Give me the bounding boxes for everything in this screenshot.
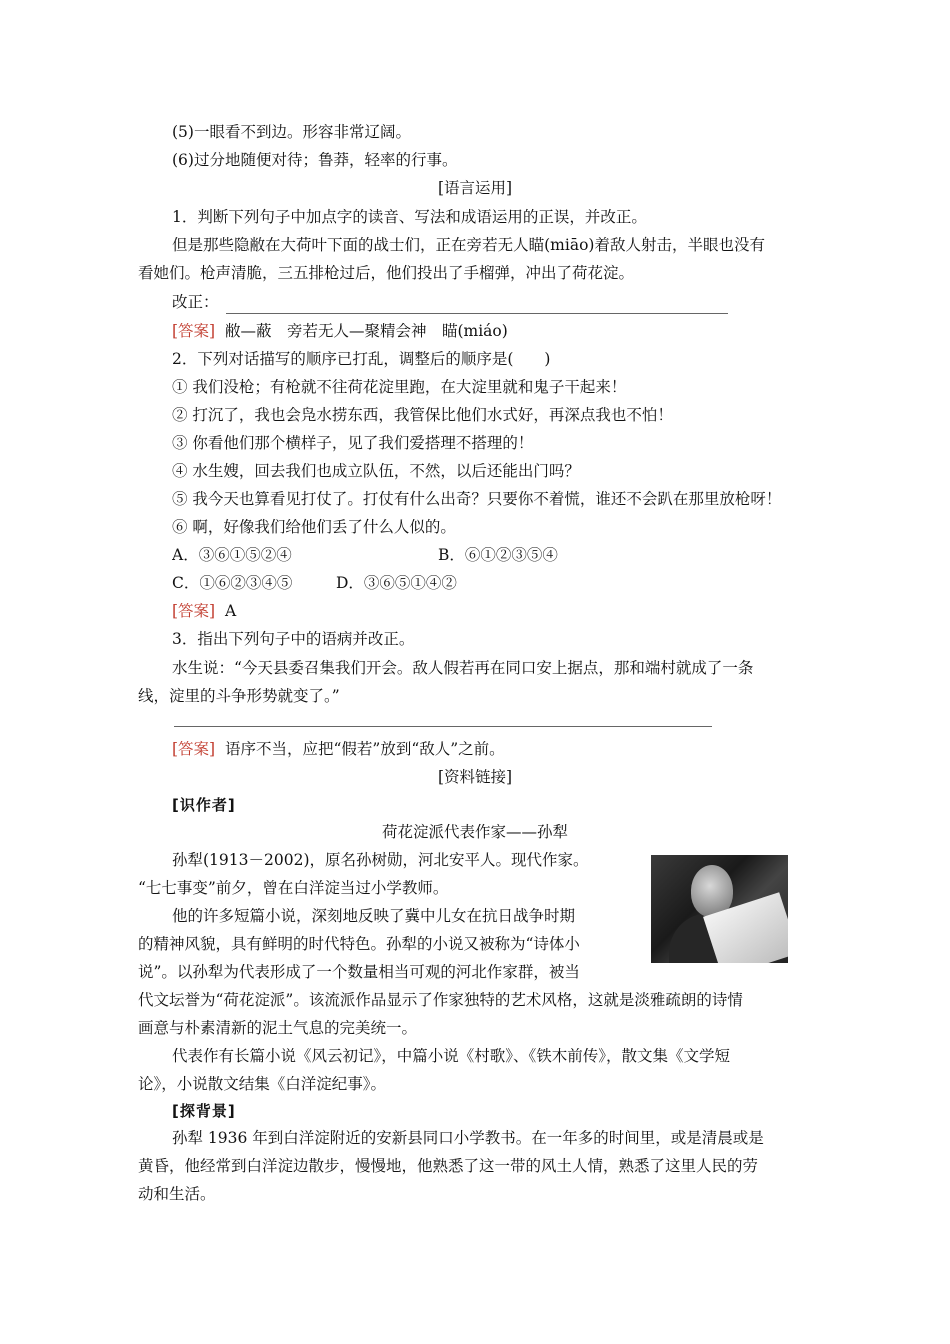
question-2-option-2: ② 打沉了，我也会凫水捞东西，我管保比他们水式好，再深点我也不怕！ [172, 406, 673, 424]
question-1-answer [172, 317, 813, 345]
author-photo [651, 855, 788, 963]
author-para-2-cont: 说”。以孙犁为代表形成了一个数量相当可观的河北作家群，被当 [138, 963, 580, 981]
background-para: 孙犁 1936 年到白洋淀附近的安新县同口小学教书。在一年多的时间里，或是清晨或是 [172, 1129, 764, 1147]
dotted-char: 敝 [250, 231, 266, 259]
section-heading-language: [语言运用] [437, 179, 513, 197]
author-para-1-cont: “七七事变”前夕，曾在白洋淀当过小学教师。 [138, 879, 449, 897]
question-3-answer [172, 735, 813, 763]
author-para-3: 代表作有长篇小说《风云初记》，中篇小说《村歌》、《铁木前传》，散文集《文学短 [172, 1047, 731, 1065]
author-para-2-cont: 画意与朴素清新的泥土气息的完美统一。 [138, 1019, 418, 1037]
question-2-option-3: ③ 你看他们那个横样子，见了我们爱搭理不搭理的！ [172, 434, 534, 452]
sentence-part: 在大荷叶下面的战士们，正在 [265, 236, 467, 254]
answer-text: 敝—蔽 旁若无人—聚精会神 瞄(miáo) [224, 322, 508, 340]
author-para-3-cont: 论》，小说散文结集《白洋淀纪事》。 [138, 1075, 387, 1093]
question-1: 1．判断下列句子中加点字的读音、写法和成语运用的正误，并改正。 [172, 208, 647, 226]
choice-a: A．③⑥①⑤②④ [172, 546, 292, 564]
author-para-2-cont: 代文坛誉为“荷花淀派”。该流派作品显示了作家独特的艺术风格，这就是淡雅疏朗的诗情 [138, 991, 743, 1009]
author-para-2-cont: 的精神风貌，具有鲜明的时代特色。孙犁的小说又被称为“诗体小 [138, 935, 580, 953]
choice-c: C．①⑥②③④⑤ [172, 574, 293, 592]
dotted-char: 无 [498, 231, 514, 259]
question-2-answer [172, 597, 813, 625]
answer-blank-line [226, 313, 728, 314]
answer-tag: [答案] [172, 602, 216, 620]
question-1-sentence [172, 231, 813, 259]
question-2-choice-ab [172, 541, 813, 569]
question-2-option-4: ④ 水生嫂，回去我们也成立队伍，不然，以后还能出门吗？ [172, 462, 580, 480]
sentence-part: 但是那些隐 [172, 236, 250, 254]
answer-text: 语序不当，应把“假若”放到“敌人”之前。 [224, 740, 505, 758]
background-para-cont: 动和生活。 [138, 1185, 216, 1203]
answer-text: A [224, 602, 237, 620]
question-3-sentence: 水生说：“今天县委召集我们开会。敌人假若再在同口安上据点，那和端村就成了一条 [172, 659, 754, 677]
question-1-fix-label: 改正： [172, 293, 219, 311]
question-3-sentence-cont: 线，淀里的斗争形势就变了。” [138, 687, 340, 705]
answer-blank-line [174, 726, 712, 727]
question-1-sentence-cont: 看她们。枪声清脆，三五排枪过后，他们投出了手榴弹，冲出了荷花淀。 [138, 264, 635, 282]
author-title: 荷花淀派代表作家——孙犁 [381, 823, 568, 841]
sentence-part: (miāo)着敌人射击，半眼也没有 [544, 236, 765, 254]
definition-6: (6)过分地随便对待；鲁莽，轻率的行事。 [172, 151, 458, 169]
question-2-option-1: ① 我们没枪；有枪就不往荷花淀里跑，在大淀里就和鬼子干起来！ [172, 378, 627, 396]
background-para-cont: 黄昏，他经常到白洋淀边散步，慢慢地，他熟悉了这一带的风土人情，熟悉了这里人民的劳 [138, 1157, 759, 1175]
author-para-1: 孙犁(1913－2002)，原名孙树勋，河北安平人。现代作家。 [172, 851, 589, 869]
dotted-char: 瞄 [529, 231, 545, 259]
dotted-char: 若 [482, 231, 498, 259]
choice-d: D．③⑥⑤①④② [336, 574, 457, 592]
dotted-char: 人 [513, 231, 529, 259]
choice-b: B．⑥①②③⑤④ [438, 546, 558, 564]
section-heading-reference: [资料链接] [437, 768, 513, 786]
question-2: 2．下列对话描写的顺序已打乱，调整后的顺序是( ) [172, 350, 551, 368]
answer-tag: [答案] [172, 740, 216, 758]
tag-background: [探背景] [172, 1102, 236, 1120]
answer-tag: [答案] [172, 322, 216, 340]
author-para-2: 他的许多短篇小说，深刻地反映了冀中儿女在抗日战争时期 [172, 907, 576, 925]
question-2-option-6: ⑥ 啊，好像我们给他们丢了什么人似的。 [172, 518, 456, 536]
question-2-choice-cd [172, 569, 813, 597]
question-3: 3．指出下列句子中的语病并改正。 [172, 630, 415, 648]
tag-author: [识作者] [172, 796, 236, 814]
definition-5: (5)一眼看不到边。形容非常辽阔。 [172, 123, 411, 141]
question-2-option-5: ⑤ 我今天也算看见打仗了。打仗有什么出奇？只要你不着慌，谁还不会趴在那里放枪呀！ [172, 490, 782, 508]
dotted-char: 旁 [467, 231, 483, 259]
